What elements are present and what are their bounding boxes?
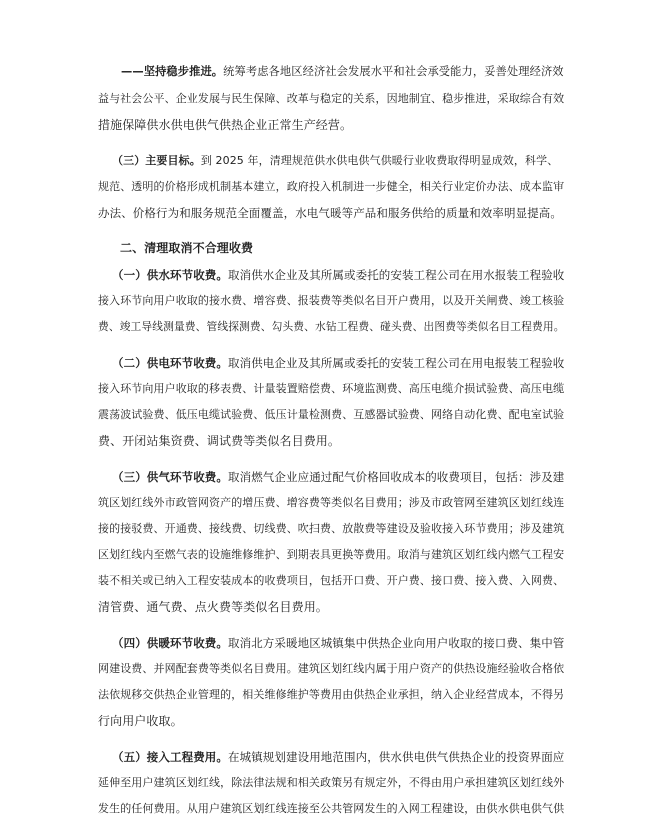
paragraph-line: 震荡波试验费、低压电缆试验费、低压计量检测费、互感器试验费、网络自动化费、配电室试验 [98,408,565,421]
paragraph-line: 接入环节向用户收取的接水费、增容费、报装费等类似名目开户费用，以及开关闸费、竣工核验 [98,294,565,307]
paragraph-line [112,153,558,169]
paragraph-line: 区划红线内至燃气表的设施维修维护、到期表具更换等费用。取消与建筑区划红线内燃气工程安 [98,548,565,561]
paragraph-text: 在城镇规划建设用地范围内，供水供电供气供热企业的投资界面应 [228,750,565,764]
paragraph-text: 取消北方采暖地区城镇集中供热企业向用户收取的接口费、集中管 [228,636,565,650]
paragraph-text: 统筹考虑各地区经济社会发展水平和社会承受能力，妥善处理经济效 [223,65,564,78]
paragraph-line [112,469,564,485]
paragraph-lead: （三）供气环节收费。 [112,470,228,484]
paragraph-line: 筑区划红线外市政管网资产的增压费、增容费等类似名目费用；涉及市政管网至建筑区划红线连 [98,496,565,509]
paragraph-line [112,749,564,765]
paragraph-lead: ——坚持稳步推进。 [121,65,224,78]
paragraph-lead: （四）供暖环节收费。 [112,636,228,650]
paragraph-lead: （一）供水环节收费。 [112,268,228,282]
paragraph-line: 益与社会公平、企业发展与民生保障、改革与稳定的关系，因地制宜、稳步推进，采取综合有效 [98,92,565,105]
section-heading: 二、清理取消不合理收费 [120,241,254,255]
paragraph-line: 清管费、通气费、点火费等类似名目费用。 [98,600,328,614]
paragraph-line: 接入环节向用户收取的移表费、计量装置赔偿费、环境监测费、高压电缆介损试验费、高压电缆 [98,382,565,395]
paragraph-lead: （五）接入工程费用。 [112,750,228,764]
paragraph-line [112,355,564,371]
paragraph-text: 取消供电企业及其所属或委托的安装工程公司在用电报装工程验收 [228,356,565,370]
paragraph-line: 接的接驳费、开通费、接线费、切线费、吹扫费、放散费等建设及验收接入环节费用；涉及建筑 [98,522,565,535]
paragraph-lead: （三）主要目标。 [112,154,201,167]
paragraph-line: 措施保障供水供电供气供热企业正常生产经营。 [98,118,353,132]
paragraph-line: 费、开闭站集资费、调试费等类似名目费用。 [98,434,341,448]
paragraph-line: 办法、价格行为和服务规范全面覆盖，水电气暖等产品和服务供给的质量和效率明显提高。 [98,206,562,220]
paragraph-line: 发生的任何费用。从用户建筑区划红线连接至公共管网发生的入网工程建设，由供水供电供气供 [98,802,565,815]
paragraph-line [112,267,564,283]
paragraph-lead: （二）供电环节收费。 [112,356,228,370]
paragraph-text: 取消供水企业及其所属或委托的安装工程公司在用水报装工程验收 [228,268,565,282]
paragraph-line [121,64,564,80]
paragraph-line: 规范、透明的价格形成机制基本建立，政府投入机制进一步健全，相关行业定价办法、成本监审 [98,180,565,193]
paragraph-line: 网建设费、并网配套费等类似名目费用。建筑区划红线内属于用户资产的供热设施经验收合格依 [98,662,565,675]
paragraph-line: 行向用户收取。 [98,714,183,728]
paragraph-line: 装不相关或已纳入工程安装成本的收费项目，包括开口费、开户费、接口费、接入费、入网费、 [98,574,565,587]
paragraph-line: 法依规移交供热企业管理的，相关维修维护等费用由供热企业承担，纳入企业经营成本，不得另 [98,688,565,701]
paragraph-text: 到 2025 年，清理规范供水供电供气供暖行业收费取得明显成效，科学、 [200,154,559,167]
paragraph-line [112,635,564,651]
paragraph-text: 取消燃气企业应通过配气价格回收成本的收费项目，包括：涉及建 [228,470,565,484]
paragraph-line: 延伸至用户建筑区划红线，除法律法规和相关政策另有规定外，不得由用户承担建筑区划红线外 [98,776,565,789]
paragraph-line: 费、竣工导线测量费、管线探测费、勾头费、水钻工程费、碰头费、出图费等类似名目工程费用。 [98,320,565,333]
